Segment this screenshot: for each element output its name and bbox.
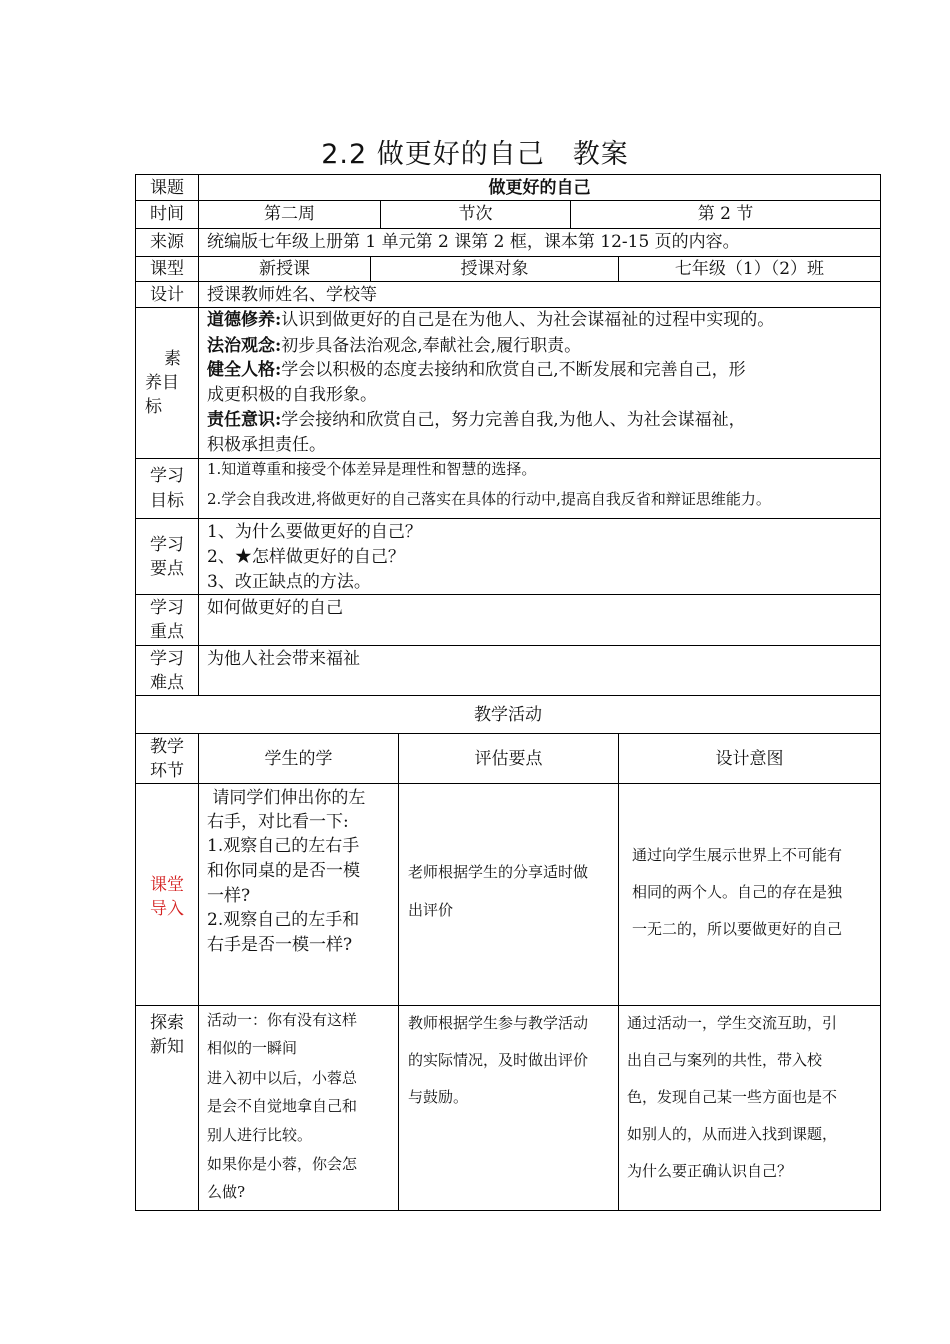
focus-text: 如何做更好的自己	[207, 598, 343, 618]
points-label-2: 要点	[150, 559, 184, 579]
moral-key: 道德修养:	[207, 310, 282, 330]
source-value: 统编版七年级上册第 1 单元第 2 课第 2 框，课本第 12-15 页的内容。	[207, 232, 740, 252]
period-value: 第 2 节	[697, 204, 754, 224]
explore-student-line: 么做?	[207, 1183, 246, 1201]
law-text: 初步具备法治观念,奉献社会,履行职责。	[281, 336, 582, 356]
head-assess: 评估要点	[474, 749, 543, 769]
explore-student-line: 相似的一瞬间	[207, 1039, 298, 1057]
type-value: 新授课	[259, 259, 310, 279]
explore-stage-2: 新知	[150, 1037, 184, 1057]
explore-assess-line: 教师根据学生参与教学活动	[408, 1014, 589, 1032]
explore-stage-1: 探索	[150, 1013, 184, 1033]
responsibility-key: 责任意识:	[207, 410, 282, 430]
head-intent: 设计意图	[715, 749, 784, 769]
explore-student-line: 是会不自觉地拿自己和	[207, 1097, 358, 1115]
personality-text-2: 成更积极的自我形象。	[207, 385, 377, 405]
points-item-3: 3、改正缺点的方法。	[207, 572, 371, 592]
literacy-label-1: 素	[164, 349, 181, 369]
head-stage-1: 教学	[150, 737, 184, 757]
responsibility-text-2: 积极承担责任。	[207, 435, 326, 455]
time-label: 时间	[150, 204, 184, 224]
explore-intent-line: 为什么要正确认识自己？	[627, 1162, 793, 1180]
focus-label-1: 学习	[150, 598, 184, 618]
explore-student-line: 别人进行比较。	[207, 1126, 313, 1144]
explore-intent-line: 通过活动一，学生交流互助，引	[627, 1014, 838, 1032]
explore-assess-line: 的实际情况，及时做出评价	[408, 1051, 589, 1069]
personality-text-1: 学会以积极的态度去接纳和欣赏自己,不断发展和完善自己，形	[281, 360, 746, 380]
intro-assess-line: 出评价	[408, 901, 454, 919]
intro-assess-line: 老师根据学生的分享适时做	[408, 863, 589, 881]
difficulty-label-2: 难点	[150, 673, 184, 693]
intro-intent-line: 通过向学生展示世界上不可能有	[632, 846, 843, 864]
difficulty-text: 为他人社会带来福祉	[207, 649, 360, 669]
explore-intent-line: 色，发现自己某一些方面也是不	[627, 1088, 838, 1106]
title-main: 2.2 做更好的自己	[321, 139, 545, 170]
literacy-moral	[207, 308, 774, 332]
difficulty-label-1: 学习	[150, 649, 184, 669]
source-label: 来源	[150, 232, 184, 252]
literacy-law	[207, 334, 581, 358]
activities-title: 教学活动	[474, 705, 542, 725]
design-label: 设计	[150, 285, 184, 305]
intro-stage-2: 导入	[150, 899, 184, 919]
intro-student-line: 2.观察自己的左手和	[207, 910, 360, 930]
explore-student-line: 活动一：你有没有这样	[207, 1011, 358, 1029]
intro-student-line: 一样?	[207, 886, 251, 906]
literacy-responsibility	[207, 408, 746, 432]
intro-stage-1: 课堂	[150, 875, 184, 895]
goals-item-2: 2.学会自我改进,将做更好的自己落实在具体的行动中,提高自我反省和辩证思维能力。	[207, 490, 771, 508]
moral-text: 认识到做更好的自己是在为他人、为社会谋福祉的过程中实现的。	[281, 310, 775, 330]
time-value: 第二周	[264, 204, 315, 224]
explore-intent-line: 出自己与案列的共性，带入校	[627, 1051, 823, 1069]
goals-label-2: 目标	[150, 491, 184, 511]
head-stage-2: 环节	[150, 761, 184, 781]
points-item-2: 2、★怎样做更好的自己？	[207, 547, 405, 567]
type-label: 课型	[150, 259, 184, 279]
personality-key: 健全人格:	[207, 360, 282, 380]
points-item-1: 1、为什么要做更好的自己？	[207, 522, 422, 542]
head-student: 学生的学	[264, 749, 333, 769]
law-key: 法治观念:	[207, 336, 282, 356]
topic-value: 做更好的自己	[488, 178, 591, 198]
design-value: 授课教师姓名、学校等	[207, 285, 377, 305]
literacy-label-2: 养目	[145, 373, 179, 393]
goals-label-1: 学习	[150, 466, 184, 486]
points-label-1: 学习	[150, 535, 184, 555]
intro-student-line: 右手，对比看一下:	[207, 812, 349, 832]
goals-item-1: 1.知道尊重和接受个体差异是理性和智慧的选择。	[207, 460, 537, 478]
explore-student-line: 如果你是小蓉，你会怎	[207, 1155, 358, 1173]
focus-label-2: 重点	[150, 622, 184, 642]
page-title	[0, 132, 950, 171]
topic-label: 课题	[150, 178, 184, 198]
explore-assess-line: 与鼓励。	[408, 1088, 469, 1106]
intro-student-line: 和你同桌的是否一模	[207, 861, 360, 881]
intro-intent-line: 一无二的，所以要做更好的自己	[632, 920, 843, 938]
intro-student-line: 右手是否一模一样?	[207, 935, 353, 955]
literacy-label-3: 标	[145, 397, 162, 417]
title-suffix: 教案	[572, 139, 629, 170]
intro-student-line: 1.观察自己的左右手	[207, 836, 360, 856]
responsibility-text-1: 学会接纳和欣赏自己，努力完善自我,为他人、为社会谋福祉，	[281, 410, 746, 430]
intro-intent-line: 相同的两个人。自己的存在是独	[632, 883, 843, 901]
literacy-personality	[207, 358, 746, 382]
audience-value: 七年级（1）（2）班	[674, 259, 825, 279]
audience-label: 授课对象	[460, 259, 529, 279]
intro-student-line: 请同学们伸出你的左	[207, 788, 366, 808]
explore-intent-line: 如别人的，从而进入找到课题，	[627, 1125, 838, 1143]
explore-student-line: 进入初中以后，小蓉总	[207, 1069, 358, 1087]
period-label: 节次	[458, 204, 493, 224]
